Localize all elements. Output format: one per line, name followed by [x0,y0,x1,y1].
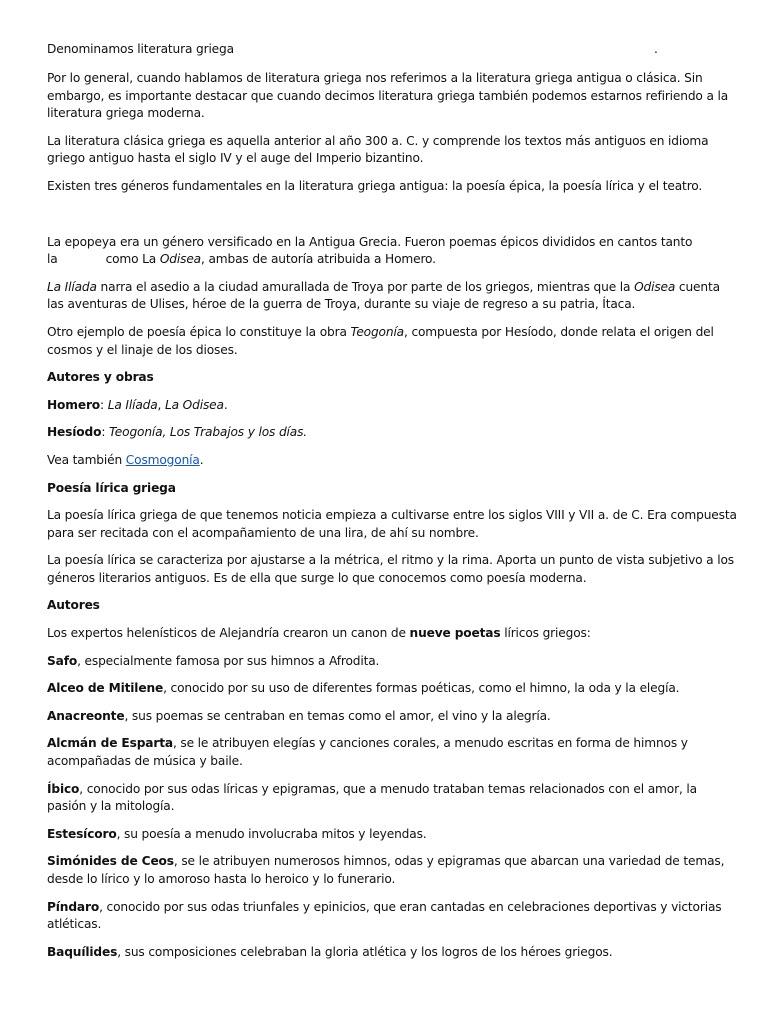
author-item [47,899,737,934]
author-desc: , conocido por su uso de diferentes formas poéticas, como el himno, la oda y la elegía. [163,681,680,696]
author-name: Alceo de Mitilene [47,681,164,696]
author-desc: , conocido por sus odas líricas y epigramas, que a menudo trataban temas relacionados con el amor, la pasión y la mitología. [47,781,697,814]
epic-p3-teogonia: Teogonía [350,324,404,339]
epic-paragraph-1 [47,234,737,269]
author-name: Anacreonte [47,708,125,723]
document-body [47,42,737,961]
epic-p1-rest: , ambas de autoría atribuida a Homero. [201,252,436,267]
author-name: Simónides de Ceos [47,854,174,869]
page-title: Denominamos literatura griega [47,42,234,56]
authors-intro-bold: nueve poetas [409,626,501,641]
title-row [47,42,737,60]
see-also-text: Vea también [47,452,126,467]
epic-p2-iliada: La Ilíada [47,279,97,294]
authors-intro-start: Los expertos helenísticos de Alejandría crearon un canon de [47,626,410,641]
intro-paragraph-3: Existen tres géneros fundamentales en la literatura griega antigua: la poesía épica, la poesía lírica y el teatro. [47,178,703,193]
homero-work-2: La Odisea [165,397,224,412]
homero-comma: , [157,397,165,412]
hesiodo-name: Hesíodo [47,425,102,440]
see-also-line [47,452,737,470]
author-name: Safo [47,653,78,668]
author-item [47,680,737,698]
lyric-paragraph-2: La poesía lírica se caracteriza por ajustarse a la métrica, el ritmo y la rima. Aporta un punto de vista subjetivo a los géneros literarios antiguos. Es de ella que surge lo que conocemos como poesía moderna. [47,553,734,585]
author-desc: , conocido por sus odas triunfales y epinicios, que eran cantadas en celebraciones deportivas y victorias atléticas. [47,899,722,932]
author-name: Íbico [47,781,80,796]
author-desc: , se le atribuyen elegías y canciones corales, a menudo escritas en forma de himnos y acompañadas de música y baile. [47,736,688,769]
section-gap [47,196,737,234]
hesiodo-sep: : [101,425,110,440]
authors-intro [47,625,737,643]
authors-heading [47,597,737,615]
author-desc: , se le atribuyen numerosos himnos, odas y epigramas que abarcan una variedad de temas, desde lo lírico y lo amoroso hasta lo heroico y lo funerario. [47,854,725,886]
hesiodo-works: Teogonía, Los Trabajos y los días. [109,425,308,440]
author-desc: , su poesía a menudo involucraba mitos y leyendas. [116,826,427,841]
title-trailing-period: . [654,42,658,56]
author-item [47,653,737,671]
homero-name: Homero [47,397,101,412]
authors-intro-end: líricos griegos: [500,626,591,641]
epic-p1-line1: La epopeya era un género versificado en la Antigua Grecia. Fueron poemas épicos divididos en cantos tanto [47,234,693,249]
author-desc: , sus poemas se centraban en temas como el amor, el vino y la alegría. [124,708,551,723]
homero-work-1: La Ilíada [107,397,158,412]
epic-p1-la: la [47,252,58,267]
epic-p3-rest: , compuesta por Hesíodo, donde relata el origen del cosmos y el linaje de los dioses. [47,324,714,357]
epic-paragraph-3 [47,324,737,359]
intro-paragraph-1: Por lo general, cuando hablamos de literatura griega nos referimos a la literatura griega antigua o clásica. Sin embargo, es importante destacar que cuando decimos literatura griega también podemos estarnos refiriendo a la literatura griega moderna. [47,71,729,121]
homero-sep: : [100,397,108,412]
author-item [47,735,737,770]
epic-p2-rest: cuenta las aventuras de Ulises, héroe de la guerra de Troya, durante su viaje de regreso a su patria, Ítaca. [47,279,720,312]
authors-works-heading [47,369,737,387]
author-item [47,944,737,962]
author-name: Alcmán de Esparta [47,736,173,751]
intro-paragraph-2: La literatura clásica griega es aquella anterior al año 300 a. C. y comprende los textos más antiguos en idioma griego antiguo hasta el siglo IV y el auge del Imperio bizantino. [47,133,709,166]
epic-p1-como: como La [105,252,160,267]
lyric-heading [47,480,737,498]
author-name: Baquílides [47,944,118,959]
author-name: Píndaro [47,899,100,914]
epic-p2-mid: narra el asedio a la ciudad amurallada de Troya por parte de los griegos, mientras que la [96,279,635,294]
cosmogonia-link[interactable]: Cosmogonía [125,452,200,467]
homero-line [47,397,737,415]
author-desc: , especialmente famosa por sus himnos a Afrodita. [77,653,380,668]
author-item [47,781,737,816]
epic-p1-odisea: Odisea [159,252,201,267]
hesiodo-line [47,424,737,442]
homero-end: . [223,397,228,412]
lyric-heading-text: Poesía lírica griega [47,480,176,495]
see-also-end: . [199,452,204,467]
epic-p2-odisea: Odisea [634,279,676,294]
epic-paragraph-2 [47,279,737,314]
authors-heading-text: Autores [47,598,100,613]
authors-works-heading-text: Autores y obras [47,370,154,385]
author-item [47,853,737,888]
author-item [47,708,737,726]
author-item [47,826,737,844]
epic-p3-start: Otro ejemplo de poesía épica lo constituye la obra [47,324,351,339]
lyric-paragraph-1: La poesía lírica griega de que tenemos noticia empieza a cultivarse entre los siglos VIII y VII a. de C. Era compuesta para ser recitada con el acompañamiento de una lira, de ahí su nombre. [47,508,737,540]
author-desc: , sus composiciones celebraban la gloria atlética y los logros de los héroes griegos. [117,944,613,959]
author-name: Estesícoro [47,826,117,841]
